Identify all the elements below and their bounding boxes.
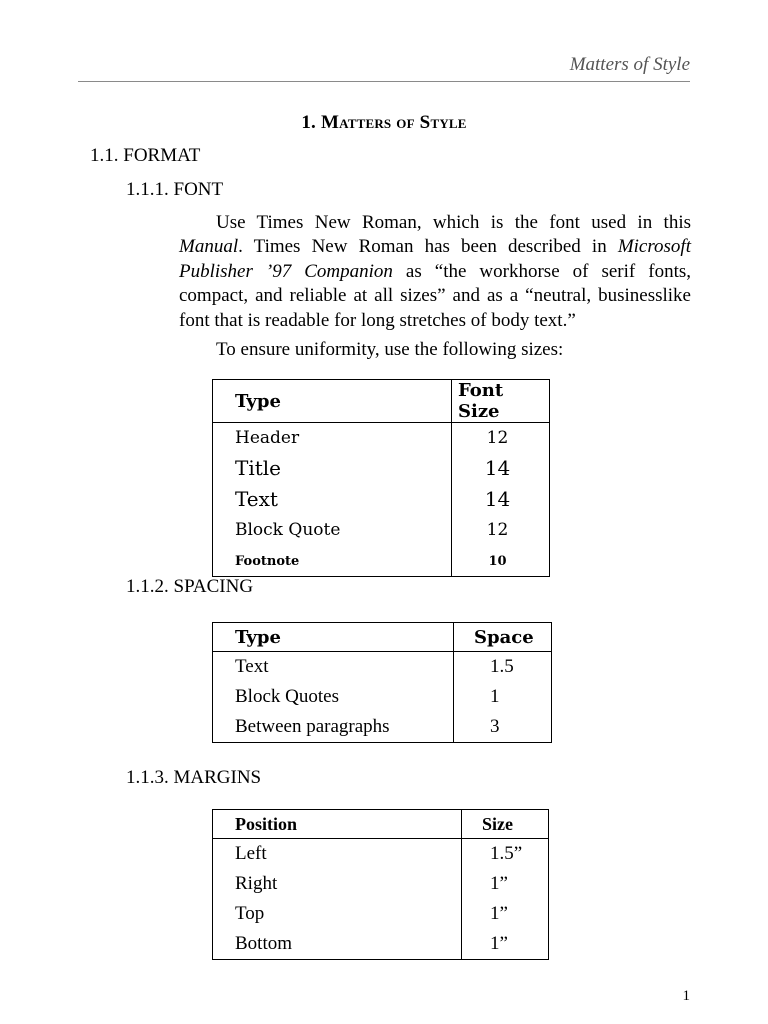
- running-header: Matters of Style: [569, 54, 690, 75]
- table-row: [213, 514, 550, 546]
- font-paragraph: [179, 211, 691, 333]
- table-row: [213, 682, 552, 712]
- table-row: [213, 483, 550, 514]
- section-heading-format: 1.1. FORMAT: [90, 145, 201, 166]
- document-title: 1. Matters of Style: [301, 112, 467, 133]
- table-row: [213, 899, 549, 929]
- position-cell: Left: [235, 843, 267, 864]
- table-header-row: [213, 380, 550, 423]
- type-cell: Between paragraphs: [235, 716, 390, 737]
- column-header-type: Type: [213, 623, 454, 652]
- table-row: [213, 423, 550, 454]
- section-heading-margins: 1.1.3. MARGINS: [126, 767, 262, 788]
- size-cell: 14: [452, 483, 550, 514]
- section-heading-spacing: 1.1.2. SPACING: [126, 576, 254, 597]
- manual-title: Manual: [179, 236, 239, 258]
- size-cell: 1”: [462, 929, 549, 960]
- type-cell: Footnote: [235, 553, 300, 569]
- type-cell: Header: [235, 428, 300, 448]
- type-cell: Title: [235, 456, 282, 480]
- font-paragraph-text-2: . Times New Roman has been described in: [238, 236, 618, 258]
- space-cell: 1: [454, 682, 552, 712]
- table-row: [213, 839, 549, 870]
- table-row: [213, 652, 552, 683]
- position-cell: Bottom: [235, 933, 293, 954]
- table-row: [213, 453, 550, 483]
- column-header-position: Position: [213, 810, 462, 839]
- type-cell: Block Quotes: [235, 686, 339, 707]
- type-cell: Text: [235, 486, 278, 511]
- column-header-type: Type: [213, 380, 452, 423]
- section-heading-font: 1.1.1. FONT: [126, 179, 224, 200]
- position-cell: Right: [235, 873, 278, 894]
- table-header-row: [213, 623, 552, 652]
- size-cell: 10: [452, 546, 550, 577]
- size-cell: 1”: [462, 899, 549, 929]
- table-row: [213, 869, 549, 899]
- page-number: 1: [682, 988, 690, 1004]
- size-cell: 1.5”: [462, 839, 549, 870]
- font-size-table: [212, 379, 550, 577]
- type-cell: Text: [235, 656, 269, 677]
- size-cell: 1”: [462, 869, 549, 899]
- size-cell: 12: [452, 423, 550, 454]
- table-row: [213, 712, 552, 743]
- header-rule: [78, 81, 690, 82]
- table-row: [213, 929, 549, 960]
- type-cell: Block Quote: [235, 520, 341, 540]
- font-paragraph-text-1: Use Times New Roman, which is the font used in this: [216, 212, 691, 233]
- table-row: [213, 546, 550, 577]
- table-header-row: [213, 810, 549, 839]
- position-cell: Top: [235, 903, 265, 924]
- font-paragraph-text-3: as “the workhorse of serif fonts, compact, and reliable at all sizes” and as a “neutral, businesslike font that is readable for long stretches of body text.”: [179, 260, 692, 331]
- size-cell: 14: [452, 453, 550, 483]
- size-cell: 12: [452, 514, 550, 546]
- spacing-table: [212, 622, 552, 743]
- margins-table: [212, 809, 549, 960]
- column-header-space: Space: [454, 623, 552, 652]
- sizes-intro: To ensure uniformity, use the following sizes:: [216, 339, 564, 360]
- space-cell: 1.5: [454, 652, 552, 683]
- space-cell: 3: [454, 712, 552, 743]
- column-header-font-size: Font Size: [452, 380, 550, 423]
- book-title: Microsoft Publisher ’97 Companion: [179, 236, 691, 282]
- column-header-size: Size: [462, 810, 549, 839]
